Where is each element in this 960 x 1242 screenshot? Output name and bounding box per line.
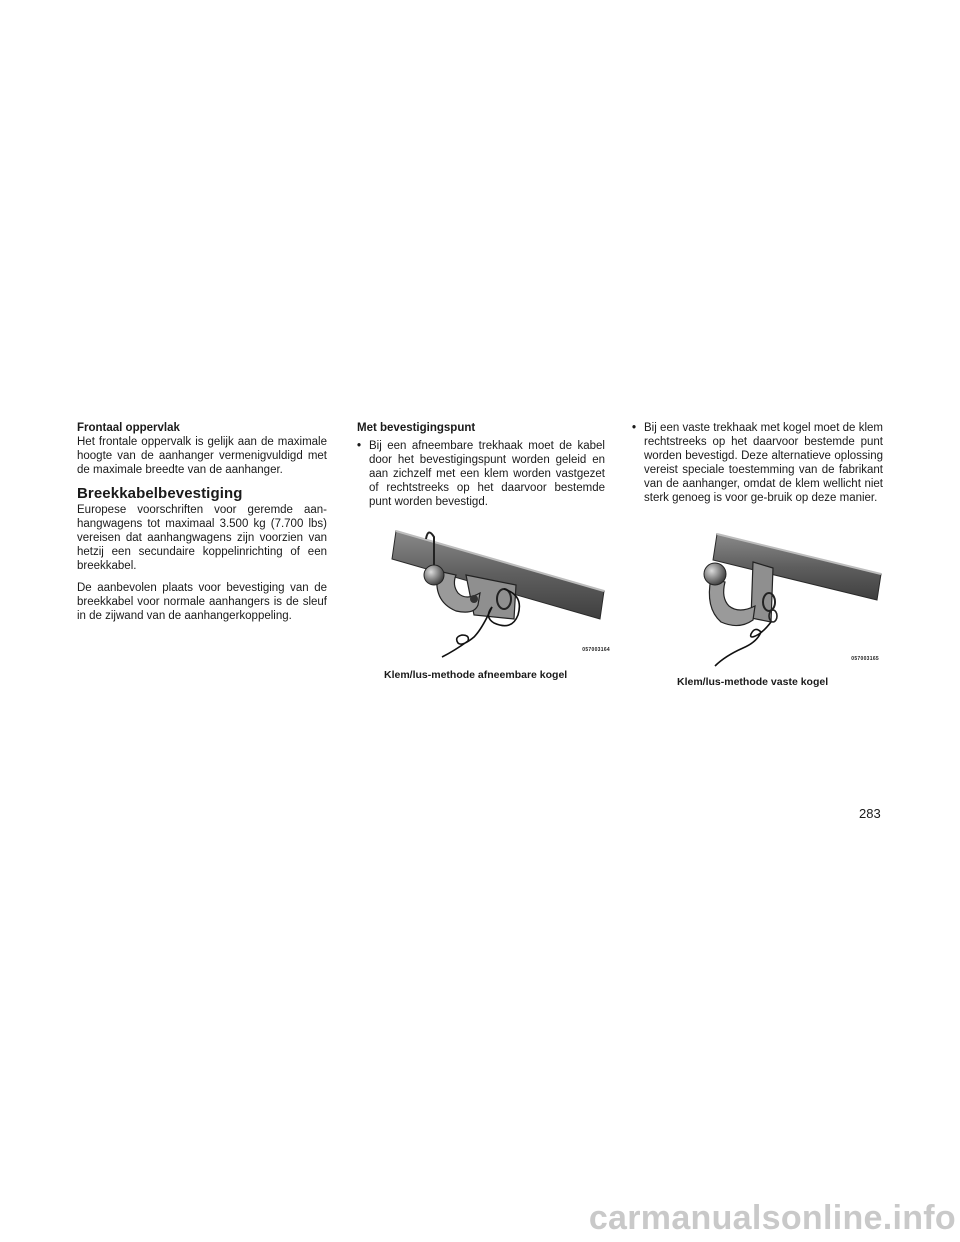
- middle-column: [357, 421, 605, 509]
- detachable-hitch-illustration: [374, 519, 614, 659]
- bullet-text: Bij een afneembare trekhaak moet de kabel door het bevestigingspunt worden geleid en aan zichzelf met een klem worden vastgezet of rechtstreeks op het daarvoor bestemde punt worden bevestigd.: [369, 440, 605, 508]
- figure-code: 057003165: [851, 656, 879, 662]
- frontal-surface-heading: Frontaal oppervlak: [77, 422, 180, 434]
- figure-code: 057003164: [582, 647, 610, 653]
- recommended-location-paragraph: De aanbevolen plaats voor bevestiging van de breekkabel voor normale aanhangers is de sleuf in de zijwand van de aanhangerkoppeling.: [77, 582, 327, 622]
- watermark: carmanualsonline.info: [588, 1199, 956, 1237]
- page-number: 283: [859, 806, 881, 821]
- right-column: [632, 421, 883, 505]
- fixed-hitch-illustration: [677, 530, 883, 668]
- fixed-hitch-drawing: [677, 530, 883, 668]
- section-heading: Breekkabelbevestiging: [77, 485, 243, 502]
- frontal-surface-text: Het frontale oppervalk is gelijk aan de maximale hoogte van de aanhanger vermenigvuldigd met de maximale breedte van de aanhanger.: [77, 436, 327, 476]
- detachable-hitch-drawing: [374, 519, 614, 659]
- figure-caption: Klem/lus-methode afneembare kogel: [384, 669, 568, 681]
- regulation-paragraph: Europese voorschriften voor geremde aan-hangwagens tot maximaal 3.500 kg (7.700 lbs) vereisen dat aanhangwagens zijn voorzien van hetzij een secundaire koppelinrichting of een breekkabel.: [77, 504, 327, 572]
- attachment-point-heading: Met bevestigingspunt: [357, 422, 476, 434]
- bullet-icon: •: [357, 440, 362, 452]
- bullet-item: [632, 421, 883, 505]
- left-column: [77, 421, 327, 631]
- bullet-item: [357, 439, 605, 509]
- bullet-icon: •: [632, 422, 637, 434]
- figure-caption: Klem/lus-methode vaste kogel: [677, 676, 829, 688]
- bullet-text: Bij een vaste trekhaak met kogel moet de klem rechtstreeks op het daarvoor bestemde punt worden bevestigd. Deze alternatieve oplossing vereist speciale toestemming van de fabrikant van de aanhanger, omdat de klem wellicht niet sterk genoeg is voor ge-bruik op deze manier.: [644, 422, 883, 504]
